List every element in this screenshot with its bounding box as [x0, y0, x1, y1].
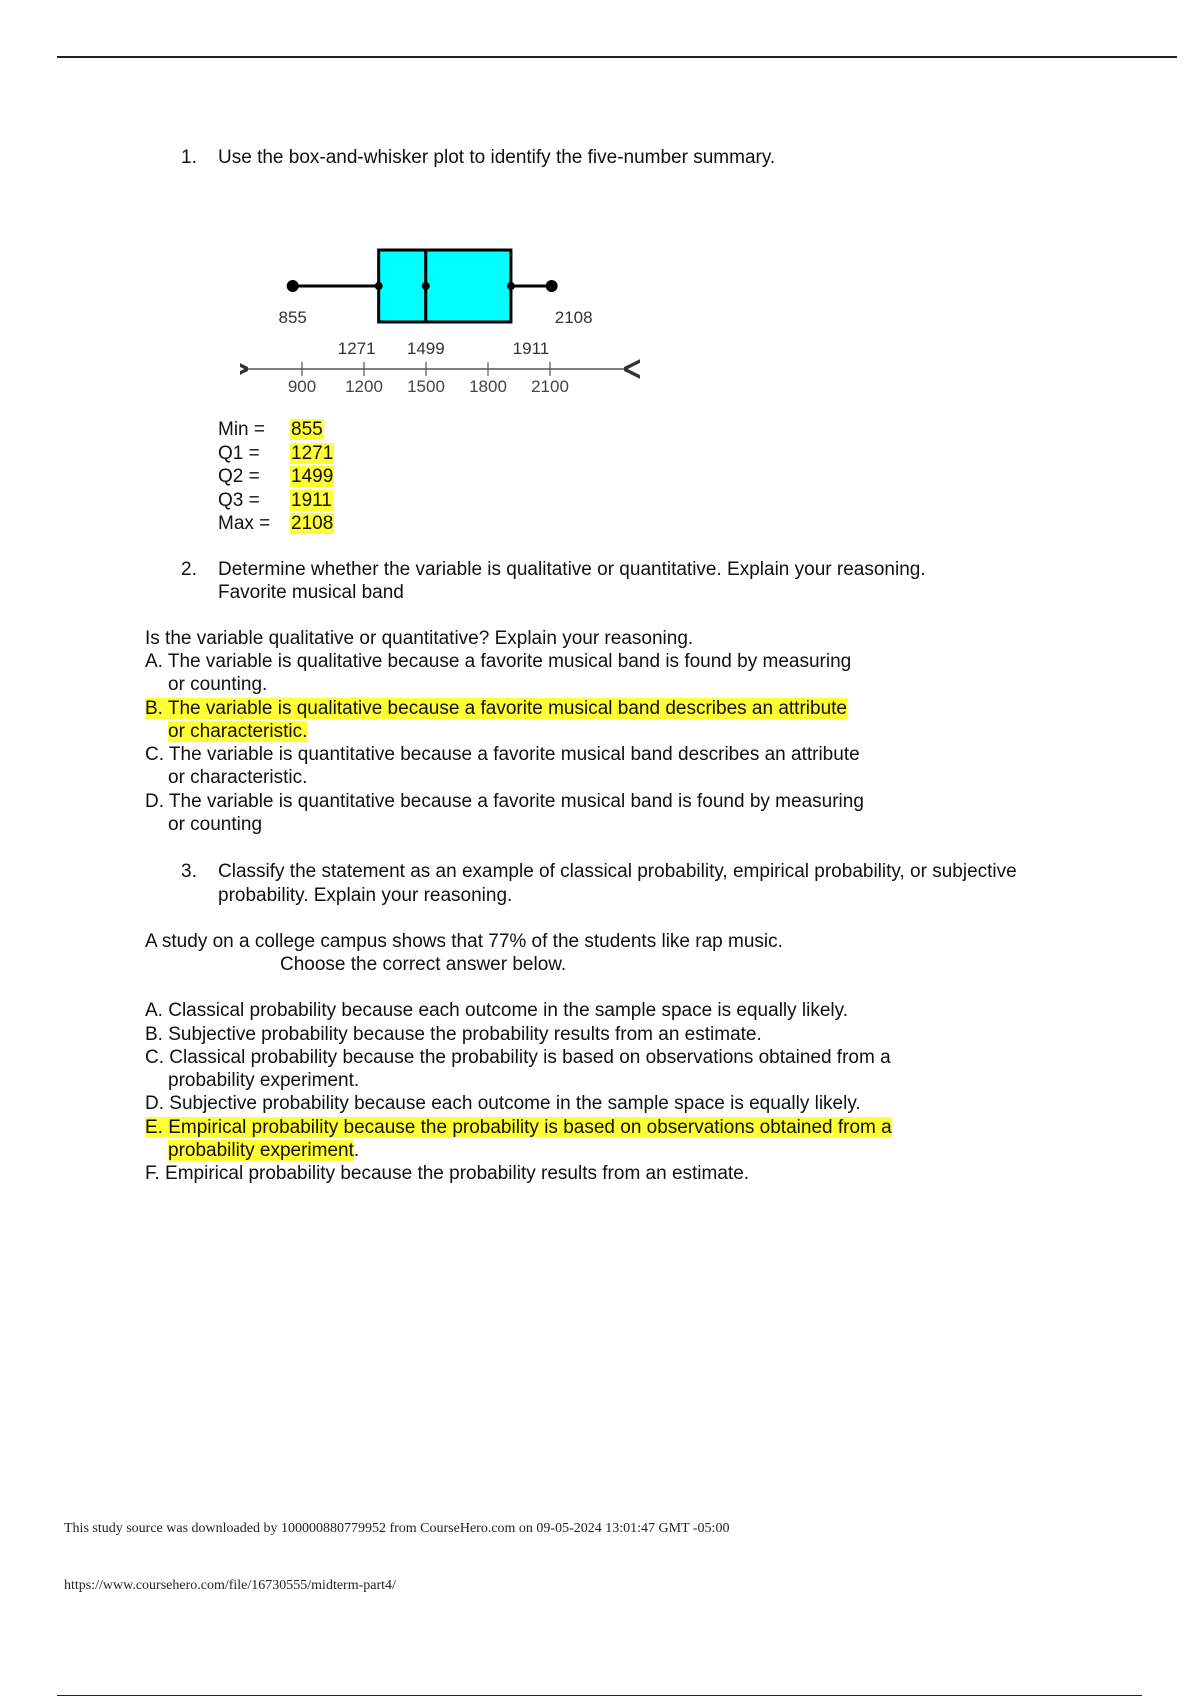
q2-option-d[interactable]	[145, 790, 864, 836]
label-median: 1499	[406, 339, 445, 358]
question-2-prompt: Determine whether the variable is qualitative or quantitative. Explain your reasoning.	[218, 559, 926, 580]
box-right-half	[426, 250, 511, 322]
summary-row	[218, 489, 333, 512]
axis-tick-label: 1800	[469, 377, 507, 396]
summary-value: 1271	[291, 442, 334, 464]
q3-option-c-line2: probability experiment.	[168, 1070, 360, 1091]
q3-option-f[interactable]	[145, 1162, 749, 1185]
q1-point	[375, 282, 383, 290]
q3-option-e[interactable]	[145, 1116, 892, 1162]
bottom-rule	[57, 1695, 1142, 1696]
box-plot	[240, 225, 640, 405]
q2-option-c[interactable]	[145, 743, 860, 789]
summary-value: 855	[291, 419, 323, 440]
label-q3: 1911	[512, 339, 550, 358]
question-1-prompt: Use the box-and-whisker plot to identify the five-number summary.	[218, 147, 776, 168]
min-point	[287, 280, 299, 292]
q2-option-b[interactable]	[145, 697, 847, 743]
q3-option-a-line1: A. Classical probability because each outcome in the sample space is equally likely.	[145, 1000, 849, 1021]
axis-tick-label: 2100	[531, 377, 569, 396]
q2-option-d-line2: or counting	[168, 814, 263, 835]
q2-option-c-line1: C. The variable is quantitative because a favorite musical band describes an attribute	[145, 744, 860, 765]
q2-option-b-line1: B. The variable is qualitative because a favorite musical band describes an attribute	[145, 698, 847, 719]
question-3-prompt-line1: Classify the statement as an example of classical probability, empirical probability, or subjective	[218, 861, 1017, 882]
summary-value: 1911	[291, 489, 332, 511]
q3-option-b-line1: B. Subjective probability because the probability results from an estimate.	[145, 1024, 762, 1045]
q3-option-c[interactable]	[145, 1046, 891, 1092]
q3-option-f-line1: F. Empirical probability because the probability results from an estimate.	[145, 1163, 750, 1184]
q2-option-a-line2: or counting.	[168, 674, 268, 695]
q3-point	[507, 282, 515, 290]
q2-option-c-line2: or characteristic.	[168, 767, 308, 788]
question-3-instruction: Choose the correct answer below.	[280, 954, 567, 975]
question-2-variable: Favorite musical band	[218, 582, 404, 603]
summary-row	[218, 418, 324, 441]
summary-label: Q2 =	[218, 466, 260, 487]
question-2-number: 2.	[181, 559, 197, 580]
source-url-link[interactable]: https://www.coursehero.com/file/16730555/midterm-part4/	[64, 1578, 396, 1593]
summary-row	[218, 512, 334, 535]
axis-tick-label: 900	[287, 377, 317, 396]
summary-label: Min =	[218, 419, 265, 440]
question-3-number: 3.	[181, 861, 197, 882]
q3-option-c-line1: C. Classical probability because the probability is based on observations obtained from a	[145, 1047, 891, 1068]
median-point	[422, 282, 430, 290]
q3-option-e-line2-tail: .	[353, 1140, 360, 1161]
q2-option-d-line1: D. The variable is quantitative because a favorite musical band is found by measuring	[145, 791, 864, 812]
q3-option-e-line2: probability experiment	[168, 1140, 354, 1161]
q3-option-d[interactable]	[145, 1092, 861, 1115]
question-3-prompt-line2: probability. Explain your reasoning.	[218, 885, 513, 906]
question-1-number: 1.	[181, 147, 197, 168]
question-3-statement: A study on a college campus shows that 77% of the students like rap music.	[145, 931, 783, 952]
download-source-notice: This study source was downloaded by 100000880779952 from CourseHero.com on 09-05-2024 13:01:47 GMT -05:00	[64, 1521, 730, 1536]
summary-value: 1499	[291, 466, 334, 487]
question-2-question: Is the variable qualitative or quantitative? Explain your reasoning.	[145, 628, 694, 649]
summary-label: Max =	[218, 513, 271, 534]
q3-option-b[interactable]	[145, 1023, 762, 1046]
max-point	[546, 280, 558, 292]
q3-option-a[interactable]	[145, 999, 848, 1022]
q2-option-a-line1: A. The variable is qualitative because a favorite musical band is found by measuring	[145, 651, 852, 672]
summary-label: Q1 =	[218, 442, 260, 464]
label-min: 855	[278, 308, 307, 327]
summary-label: Q3 =	[218, 489, 260, 511]
axis-tick-label: 1200	[345, 377, 383, 396]
label-max: 2108	[554, 308, 593, 327]
box-left-half	[379, 250, 426, 322]
top-rule	[57, 56, 1177, 58]
summary-value: 2108	[291, 513, 334, 534]
q3-option-d-line1: D. Subjective probability because each outcome in the sample space is equally likely.	[145, 1093, 861, 1114]
q2-option-b-line2: or characteristic.	[168, 721, 308, 742]
summary-row	[218, 465, 334, 488]
axis-tick-label: 1500	[407, 377, 445, 396]
q3-option-e-line1: E. Empirical probability because the probability is based on observations obtained from a	[145, 1117, 892, 1138]
summary-row	[218, 442, 334, 465]
q2-option-a[interactable]	[145, 650, 851, 696]
label-q1: 1271	[337, 339, 376, 358]
